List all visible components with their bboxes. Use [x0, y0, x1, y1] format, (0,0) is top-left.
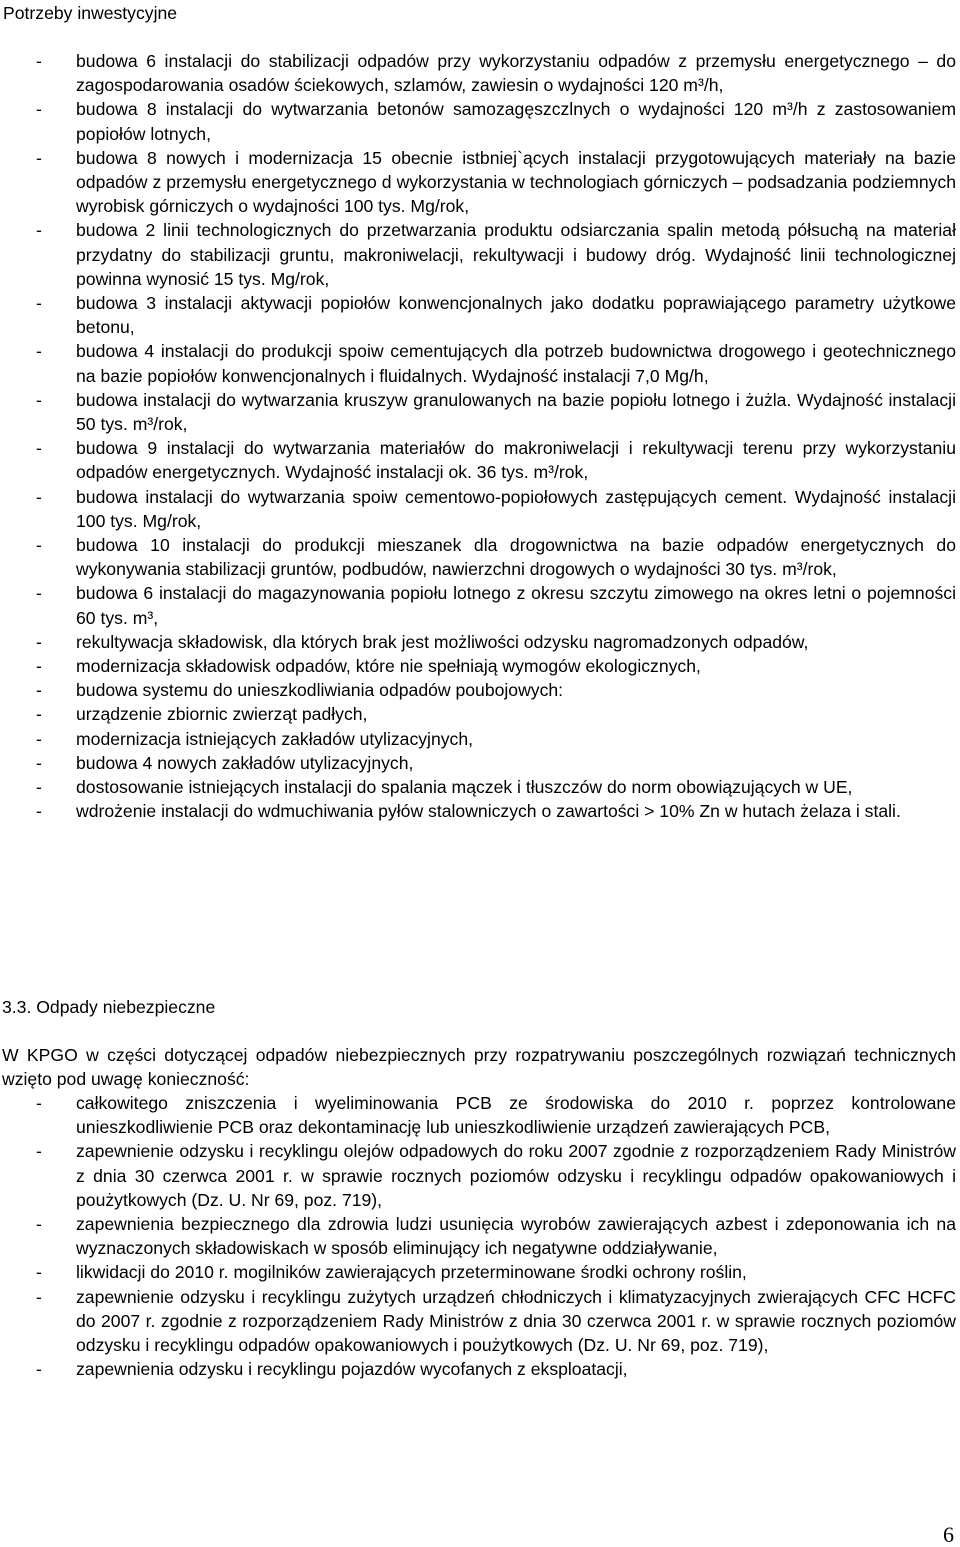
list-marker: -: [36, 631, 42, 652]
list-marker: -: [36, 486, 42, 507]
list-marker: -: [36, 704, 42, 725]
list-marker: -: [36, 801, 42, 822]
list-item-text: rekultywacja składowisk, dla których brak jest możliwości odzysku nagromadzonych odpadów,: [76, 631, 809, 652]
list-item-text: urządzenie zbiornic zwierząt padłych,: [76, 704, 368, 725]
investment-needs-list: [34, 49, 956, 824]
list-item: [34, 654, 956, 678]
list-marker: -: [36, 1359, 42, 1380]
list-item-text: budowa instalacji do wytwarzania kruszyw granulowanych na bazie popiołu lotnego i żużla. Wydajność instalacji 50 tys. m³/rok,: [76, 389, 956, 435]
list-item: [34, 678, 956, 702]
list-item-text: zapewnienia bezpiecznego dla zdrowia ludzi usunięcia wyrobów zawierających azbest i zdeponowania ich na wyznaczonych składowiskach w sposób eliminujący ich negatywne oddziaływanie,: [76, 1214, 956, 1259]
list-item-text: budowa 6 instalacji do stabilizacji odpadów przy wykorzystaniu odpadów z przemysłu energetycznego – do zagospodarowania osadów ściekowych, szlamów, zawiesin o wydajności 120 m³/h,: [76, 51, 956, 96]
list-marker: -: [36, 583, 42, 604]
list-item: [34, 339, 956, 387]
hazardous-waste-list: [34, 1091, 956, 1381]
list-marker: -: [36, 99, 42, 120]
list-marker: -: [36, 535, 42, 556]
list-item: [34, 218, 956, 291]
list-item: [34, 49, 956, 97]
list-item-text: budowa 8 nowych i modernizacja 15 obecnie istbniej`ących instalacji przygotowujących materiały na bazie odpadów z przemysłu energetycznego d wykorzystania w technologiach górniczych – podsadzania podziemnych wyrobisk górniczych o wydajności 100 tys. Mg/rok,: [76, 147, 956, 217]
list-item: [34, 702, 956, 726]
list-item: [34, 146, 956, 219]
list-item-text: modernizacja istniejących zakładów utylizacyjnych,: [76, 728, 474, 749]
list-item-text: budowa 8 instalacji do wytwarzania betonów samozagęszczlnych o wydajności 120 m³/h z zastosowaniem popiołów lotnych,: [76, 99, 956, 144]
list-marker: -: [36, 220, 42, 241]
list-item: [34, 799, 956, 823]
list-item: [34, 388, 956, 436]
list-item: [34, 485, 956, 533]
list-item: [34, 1212, 956, 1260]
list-marker: -: [36, 341, 42, 362]
list-marker: -: [36, 438, 42, 459]
list-item-text: likwidacji do 2010 r. mogilników zawierających przeterminowane środki ochrony roślin,: [76, 1262, 747, 1283]
list-item: [34, 1260, 956, 1284]
list-marker: -: [36, 147, 42, 168]
list-item-text: całkowitego zniszczenia i wyeliminowania PCB ze środowiska do 2010 r. poprzez kontrolowane unieszkodliwienie PCB oraz dekontaminację lub unieszkodliwienie urządzeń zawierających PCB,: [76, 1093, 956, 1138]
list-item-text: budowa 3 instalacji aktywacji popiołów konwencjonalnych jako dodatku poprawiającego parametry użytkowe betonu,: [76, 293, 956, 338]
list-item: [34, 1139, 956, 1212]
list-item-text: budowa 10 instalacji do produkcji mieszanek dla drogownictwa na bazie odpadów energetycznych do wykonywania stabilizacji gruntów, podbudów, nawierzchni drogowych o wydajności 30 tys. m³/rok,: [76, 535, 956, 580]
list-marker: -: [36, 389, 42, 410]
section-title: 3.3. Odpady niebezpieczne: [2, 997, 216, 1017]
list-marker: -: [36, 777, 42, 798]
list-item-text: zapewnienie odzysku i recyklingu olejów odpadowych do roku 2007 zgodnie z rozporządzeniem Rady Ministrów z dnia 30 czerwca 2001 r. w sprawie rocznych poziomów odzysku i recyklingu odpadów opakowaniowych i poużytkowych (Dz. U. Nr 69, poz. 719),: [76, 1141, 956, 1210]
list-item: [34, 97, 956, 145]
list-marker: -: [36, 728, 42, 749]
list-marker: -: [36, 1093, 42, 1113]
list-item-text: modernizacja składowisk odpadów, które nie spełniają wymogów ekologicznych,: [76, 656, 701, 677]
list-item-text: wdrożenie instalacji do wdmuchiwania pyłów stalowniczych o zawartości > 10% Zn w hutach żelaza i stali.: [76, 801, 901, 822]
list-marker: -: [36, 51, 42, 71]
list-item-text: budowa 9 instalacji do wytwarzania materiałów do makroniwelacji i rekultywacji terenu przy wykorzystaniu odpadów energetycznych. Wydajność instalacji ok. 36 tys. m³/rok,: [76, 438, 956, 483]
list-item-text: dostosowanie istniejących instalacji do spalania mączek i tłuszczów do norm obowiązujących w UE,: [76, 777, 853, 798]
list-item-text: budowa 6 instalacji do magazynowania popiołu lotnego z okresu szczytu zimowego na okres letni o pojemności 60 tys. m³,: [76, 583, 956, 628]
list-item: [34, 751, 956, 775]
list-item: [34, 581, 956, 629]
list-marker: -: [36, 1262, 42, 1283]
list-item-text: budowa 4 nowych zakładów utylizacyjnych,: [76, 752, 414, 773]
list-item: [34, 291, 956, 339]
list-item: [34, 1285, 956, 1358]
list-item: [34, 1357, 956, 1381]
list-item-text: budowa instalacji do wytwarzania spoiw cementowo-popiołowych zastępujących cement. Wydajność instalacji 100 tys. Mg/rok,: [76, 486, 956, 531]
list-marker: -: [36, 752, 42, 773]
list-item: [34, 727, 956, 751]
list-item: [34, 775, 956, 799]
list-item-text: budowa systemu do unieszkodliwiania odpadów poubojowych:: [76, 680, 564, 701]
list-item-text: zapewnienia odzysku i recyklingu pojazdów wycofanych z eksploatacji,: [76, 1359, 628, 1380]
list-marker: -: [36, 293, 42, 314]
list-item: [34, 436, 956, 484]
list-item-text: budowa 4 instalacji do produkcji spoiw cementujących dla potrzeb budownictwa drogowego i geotechnicznego na bazie popiołów konwencjonalnych i fluidalnych. Wydajność instalacji 7,0 Mg/h,: [76, 341, 956, 386]
list-marker: -: [36, 680, 42, 701]
list-item-text: budowa 2 linii technologicznych do przetwarzania produktu odsiarczania spalin metodą półsuchą na materiał przydatny do stabilizacji gruntu, makroniwelacji, rekultywacji i budowy dróg. Wydajność linii technologicznej powinna wynosić 15 tys. Mg/rok,: [76, 220, 956, 289]
list-marker: -: [36, 656, 42, 677]
list-item: [34, 630, 956, 654]
section-intro-paragraph: W KPGO w części dotyczącej odpadów niebezpiecznych przy rozpatrywaniu poszczególnych rozwiązań technicznych wzięto pod uwagę konieczność:: [2, 1045, 956, 1090]
list-item-text: zapewnienie odzysku i recyklingu zużytych urządzeń chłodniczych i klimatyzacyjnych zwierających CFC HCFC do 2007 r. zgodnie z rozporządzeniem Rady Ministrów z dnia 30 czerwca 2001 r. w sprawie rocznych poziomów odzysku i recyklingu odpadów opakowaniowych i poużytkowych (Dz. U. Nr 69, poz. 719),: [76, 1286, 956, 1356]
list-marker: -: [36, 1141, 42, 1162]
list-marker: -: [36, 1214, 42, 1235]
page-heading: Potrzeby inwestycyjne: [3, 3, 178, 23]
list-marker: -: [36, 1286, 42, 1307]
list-item: [34, 1091, 956, 1139]
list-item: [34, 533, 956, 581]
page-number: 6: [943, 1522, 954, 1547]
